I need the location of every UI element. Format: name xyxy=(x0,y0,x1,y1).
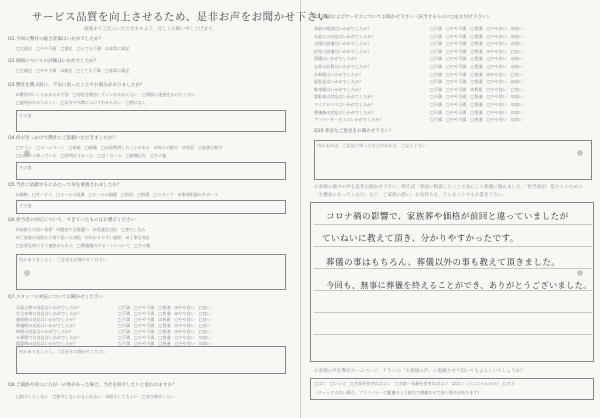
rating-row-label: 打合せ時の対応はいかがでしたか？ xyxy=(16,311,82,316)
q7-comment-box[interactable] xyxy=(16,346,286,374)
rating-row-label: お花の品質はいかがでしたか？ xyxy=(314,64,372,69)
q3-text: Q3.弊社を選ぶ前に、不安に思ったことやお悩みがありましたか？ xyxy=(8,83,145,88)
q5-text: Q5.当社に依頼するにあたって何を重視されましたか？ xyxy=(8,183,122,188)
rating-row-label: 精算時の対応はいかがでしたか？ xyxy=(16,341,78,346)
rating-row-options[interactable]: □不満 □やや不満 □普通 □やや良い ☑良い xyxy=(430,109,523,115)
rating-row-options[interactable]: □不満 □やや不満 □普通 ☑やや良い □良い xyxy=(430,48,523,54)
q5-other-label: その他 xyxy=(19,203,32,208)
q1-options: □大満足 □やや不満 □満足 □とても不満 ☑非常に満足 xyxy=(16,46,130,51)
q5-options: ☑価格 □サービス □ホールの設備 □ホールの規模 □宿泊 □料理 □スタッフ ☑事前相談のサポート xyxy=(16,192,219,197)
q3-options-2: □説明がわかりにくい □お寺や宗教についてわからない □特になし xyxy=(16,100,147,105)
rating-row-label: 葬儀時の対応はいかがでしたか？ xyxy=(16,323,78,328)
q6-text: Q6.担当者の対応について、できていたものはお選びください xyxy=(8,218,136,223)
rating-row-options[interactable]: □不満 □やや不満 □普通 □やや良い ☑良い xyxy=(430,94,523,100)
q8-text: Q8.ご親族や知人に万が一の事があった場合、当社を紹介したいと思われますか？ xyxy=(8,383,177,388)
q7-comment-label: 何かありましたら、ご意見をお聞かせください xyxy=(19,349,107,354)
rating-row-options[interactable]: □不満 □やや不満 □普通 □やや良い ☑良い xyxy=(430,64,523,69)
q2-text: Q2.価格についての評価はいかがでしたか？ xyxy=(8,59,99,64)
rating-row-label: アフターサービスはいかがでしたか？ xyxy=(314,117,384,123)
q3-options-1: ☑費用がいくらかかるか不安 □対応を期待していいかわからない □周囲に迷惑をかけたくない xyxy=(16,92,196,97)
rating-row-label: 通夜時の対応はいかがでしたか？ xyxy=(16,317,78,322)
ruled-line xyxy=(314,246,592,247)
q4-other-box[interactable] xyxy=(16,162,286,180)
rating-row-options[interactable]: □不満 □やや不満 □普通 □やや良い ☑良い xyxy=(118,335,211,340)
q4-text: Q4.何がきっかけで弊社にご依頼いただきましたか？ xyxy=(8,136,118,141)
rating-row-options[interactable]: □不満 □やや不満 ☑普通 □やや良い □良い xyxy=(118,317,211,322)
q6-comment-label: 何かありましたら、ご意見をお聞かせください xyxy=(19,257,107,262)
footer-question: お客様の声を弊社ホームページ、チラシの「お客様の声」に掲載させて頂いてもよろしいでしょうか？ xyxy=(314,369,525,374)
q10-comment-box[interactable] xyxy=(314,140,592,180)
ruled-line xyxy=(314,334,592,335)
q2-options: □大満足 □やや不満 ☑満足 □とても不満 □非常に満足 xyxy=(16,68,130,73)
q9-text: Q9.施設およびサービスについてお聞かせ下さい（該当するものに○をお付け下さい） xyxy=(314,15,492,20)
q4-options-2: □以前から知っていた □評判がよかった □近くだった □新聞広告 □その他 xyxy=(16,153,167,158)
q6-comment-box[interactable] xyxy=(16,254,286,290)
rating-row-options[interactable]: □不満 □やや不満 □普通 □やや良い ☑良い xyxy=(430,26,523,31)
rating-row-options[interactable]: □不満 □やや不満 □普通 □やや良い ☑良い xyxy=(430,117,523,123)
ruled-line xyxy=(314,312,592,313)
page-title: サービス品質を向上させるため、是非お声をお聞かせ下さい xyxy=(32,11,329,23)
q11-intro-1: お客様の喪中の声を是非お聞かせ下さい。例えば「事前に相談したことで安心して葬儀に臨めました」「担当者が、私たちのために xyxy=(314,185,583,190)
rating-row-label: 事前の相談はいかがでしたか？ xyxy=(314,26,372,31)
fold-line xyxy=(300,0,301,418)
rating-row-label: 料理の対応はいかがでしたか？ xyxy=(16,329,74,334)
rating-row-label: 火葬場での対応はいかがでしたか？ xyxy=(16,335,82,340)
q10-text: Q10.率直なご意見をお聞かせ下さい！ xyxy=(314,129,394,134)
rating-row-label: 式場の設備はいかがでしたか？ xyxy=(314,41,372,47)
footer-options: □はい □いいえ □名前を伏せればよい □名前・年齢を伏せればよい ☑はい（イニシャルのみ） □ダメ xyxy=(314,381,515,386)
rating-row-options[interactable]: □不満 □やや不満 □普通 □やや良い ☑良い xyxy=(430,41,523,47)
q4-other-label: その他 xyxy=(19,165,32,170)
rating-row-options[interactable]: □不満 □やや不満 □普通 ☑やや良い □良い xyxy=(118,305,211,310)
q3-other-label: その他 xyxy=(19,113,32,118)
rating-row-label: 霊柩車の対応はいかがでしたか？ xyxy=(314,94,376,100)
rating-row-label: 駐車場はいかがでしたか？ xyxy=(314,86,364,92)
q6-item: ☑気持ちの良い挨拶 ☑態度や言葉遣い ☑迅速な対応 □身だしなみ xyxy=(16,227,146,232)
q11-intro-2: 一生懸命になってくれた」など、ご家族の思い、お気持ちを、どんなことでもお書き下さい。 xyxy=(314,193,507,198)
ruled-line xyxy=(314,268,592,269)
rating-row-label: 返礼品はいかがでしたか？ xyxy=(314,79,364,85)
q8-options: □紹介したくない □紹介しないかもしれない ☑紹介してもよい □ぜひ紹介したい xyxy=(16,394,175,399)
q5-other-box[interactable] xyxy=(16,200,286,214)
rating-row-options[interactable]: □不満 □やや不満 □普通 ☑やや良い □良い xyxy=(118,311,211,316)
q7-text: Q7.スタッフの対応についてお聞かせください xyxy=(8,295,104,300)
q10-comment-label: 何かあれば、ご意見に残ったなどがあれば、ご記入下さい xyxy=(317,143,426,148)
handwritten-line: 今回も、無事に葬儀を終えることができ、ありがとうございました。 xyxy=(326,280,592,290)
rating-row-options[interactable]: □不満 □やや不満 □普通 □やや良い ☑良い xyxy=(430,33,523,39)
q3-other-box[interactable] xyxy=(16,110,286,132)
q4-options-1: □チラシ □ホームページ □看板 □新聞 □以前利用したことがある ☑知人の紹介 ☑会員 □家族に紹介 xyxy=(16,145,223,150)
rating-row-options[interactable]: □不満 □やや不満 □普通 ☑やや良い □良い xyxy=(430,71,523,77)
rating-row-label: 葬儀後の対応はいかがでしたか？ xyxy=(314,109,376,115)
rating-row-label: 控室の設備はいかがでしたか？ xyxy=(314,48,372,54)
handwritten-line: ていねいに教えて頂き、分かりやすかったです。 xyxy=(322,234,519,244)
rating-row-label: マイクロバスはいかがでしたか？ xyxy=(314,102,376,107)
q1-text: Q1.今回の弊社の総合評価はいかがでしたか？ xyxy=(8,37,104,42)
page-subtitle: 最後までご記入いただきますよう、宜しくお願い申し上げます。 xyxy=(84,27,217,32)
rating-row-options[interactable]: □不満 □やや不満 □普通 □やや良い ☑良い xyxy=(430,79,523,85)
rating-row-options[interactable]: □不満 □やや不満 □普通 □やや良い ☑良い xyxy=(430,102,523,107)
footer-note: （チェックのない場合、プライバシーに配慮のうえ匿名で掲載させて頂く場合があります） xyxy=(314,390,482,395)
handwritten-line: 葬儀の事はもちろん、葬儀以外の事も教えて頂きました。 xyxy=(326,258,561,268)
rating-row-label: お迎えの対応はいかがでしたか？ xyxy=(314,33,376,39)
rating-row-label: 祭壇はいかがでしたか？ xyxy=(314,56,360,62)
q6-item: □必要な時にすぐ連絡がとれた □葬儀後のサポートについて □その他 xyxy=(16,243,151,248)
rating-row-options[interactable]: □不満 □やや不満 □普通 □やや良い ☑良い xyxy=(430,56,523,62)
rating-row-label: お迎え時の対応はいかがでしたか？ xyxy=(16,305,82,310)
handwritten-line: コロナ禍の影響で、家族葬や価格が前回と違っていましたが xyxy=(326,212,569,222)
ruled-line xyxy=(314,224,592,225)
rating-row-options[interactable]: □不満 □やや不満 □普通 □やや良い ☑良い xyxy=(118,341,211,346)
rating-row-options[interactable]: □不満 □やや不満 □普通 ☑やや良い □良い xyxy=(118,323,211,328)
rating-row-options[interactable]: □不満 □やや不満 ☑普通 □やや良い □良い xyxy=(430,86,523,92)
q6-item: ☑ご家族の気持ちに寄り添った対応 ☑わかりやすい説明 ☑丁寧な対応 xyxy=(16,235,150,240)
rating-row-options[interactable]: □不満 □やや不満 □普通 ☑やや良い □良い xyxy=(118,329,211,334)
rating-row-label: お料理はいかがでしたか？ xyxy=(314,71,364,77)
